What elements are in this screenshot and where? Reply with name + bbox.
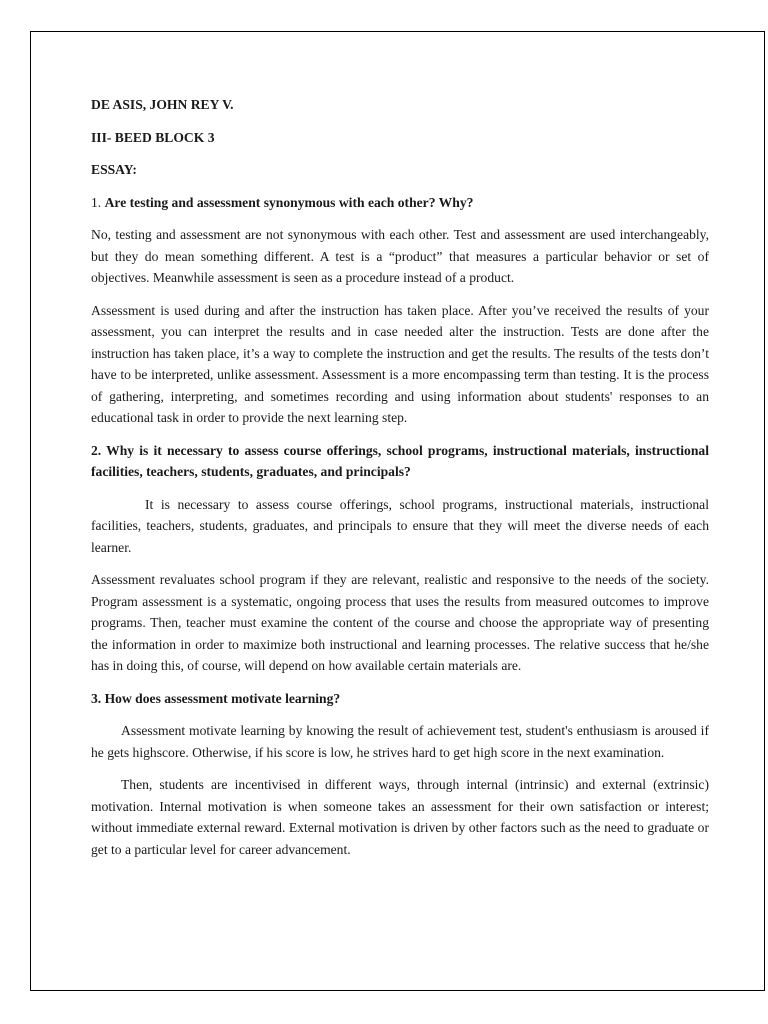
question-2: 2. Why is it necessary to assess course offerings, school programs, instructional materials, instructional facilities, teachers, students, graduates, and principals? [91,442,709,479]
answer-1-paragraph-2: Assessment is used during and after the instruction has taken place. After you’ve received the results of your assessment, you can interpret the results and in case needed alter the instruction. Tests are done after the instruction has taken place, it’s a way to complete the instruction and get the results. The results of the tests don’t have to be interpreted, unlike assessment. Assessment is a more encompassing term than testing. It is the process of gathering, interpreting, and sometimes recording and using information about students' responses to an educational task in order to provide the next learning step. [91,302,709,425]
question-1-number: 1. [91,194,105,210]
answer-2-paragraph-2: Assessment revaluates school program if they are relevant, realistic and responsive to the needs of the society. Program assessment is a systematic, ongoing process that uses the results from measured outcomes to improve programs. Then, teacher must examine the content of the course and choose the appropriate way of presenting the information in order to maximize both instructional and learning processes. The relative success that he/she has in doing this, of course, will depend on how available certain materials are. [91,572,709,673]
essay-label: ESSAY: [91,162,137,177]
answer-3-paragraph-1: Assessment motivate learning by knowing the result of achievement test, student's enthusiasm is aroused if he gets highscore. Otherwise, if his score is low, he strives hard to get high score in the next examination. [91,723,709,760]
answer-2-paragraph-1: It is necessary to assess course offerings, school programs, instructional materials, instructional facilities, teachers, students, graduates, and principals to ensure that they will meet the diverse needs of each learner. [91,496,709,555]
question-3: 3. How does assessment motivate learning? [91,690,341,706]
student-section: III- BEED BLOCK 3 [91,129,215,145]
student-name: DE ASIS, JOHN REY V. [91,97,234,112]
document-body [91,94,709,871]
answer-3-paragraph-2: Then, students are incentivised in different ways, through internal (intrinsic) and external (extrinsic) motivation. Internal motivation is when someone takes an assessment for their own satisfaction or interest; without immediate external reward. External motivation is driven by other factors such as the need to graduate or get to a particular level for career advancement. [91,777,709,857]
answer-1-paragraph-1: No, testing and assessment are not synonymous with each other. Test and assessment are used interchangeably, but they do mean something different. A test is a “product” that measures a particular behavior or set of objectives. Meanwhile assessment is seen as a procedure instead of a product. [91,227,709,285]
question-1 [91,192,709,214]
question-1-text: Are testing and assessment synonymous with each other? Why? [104,194,474,210]
document-page [30,31,765,991]
